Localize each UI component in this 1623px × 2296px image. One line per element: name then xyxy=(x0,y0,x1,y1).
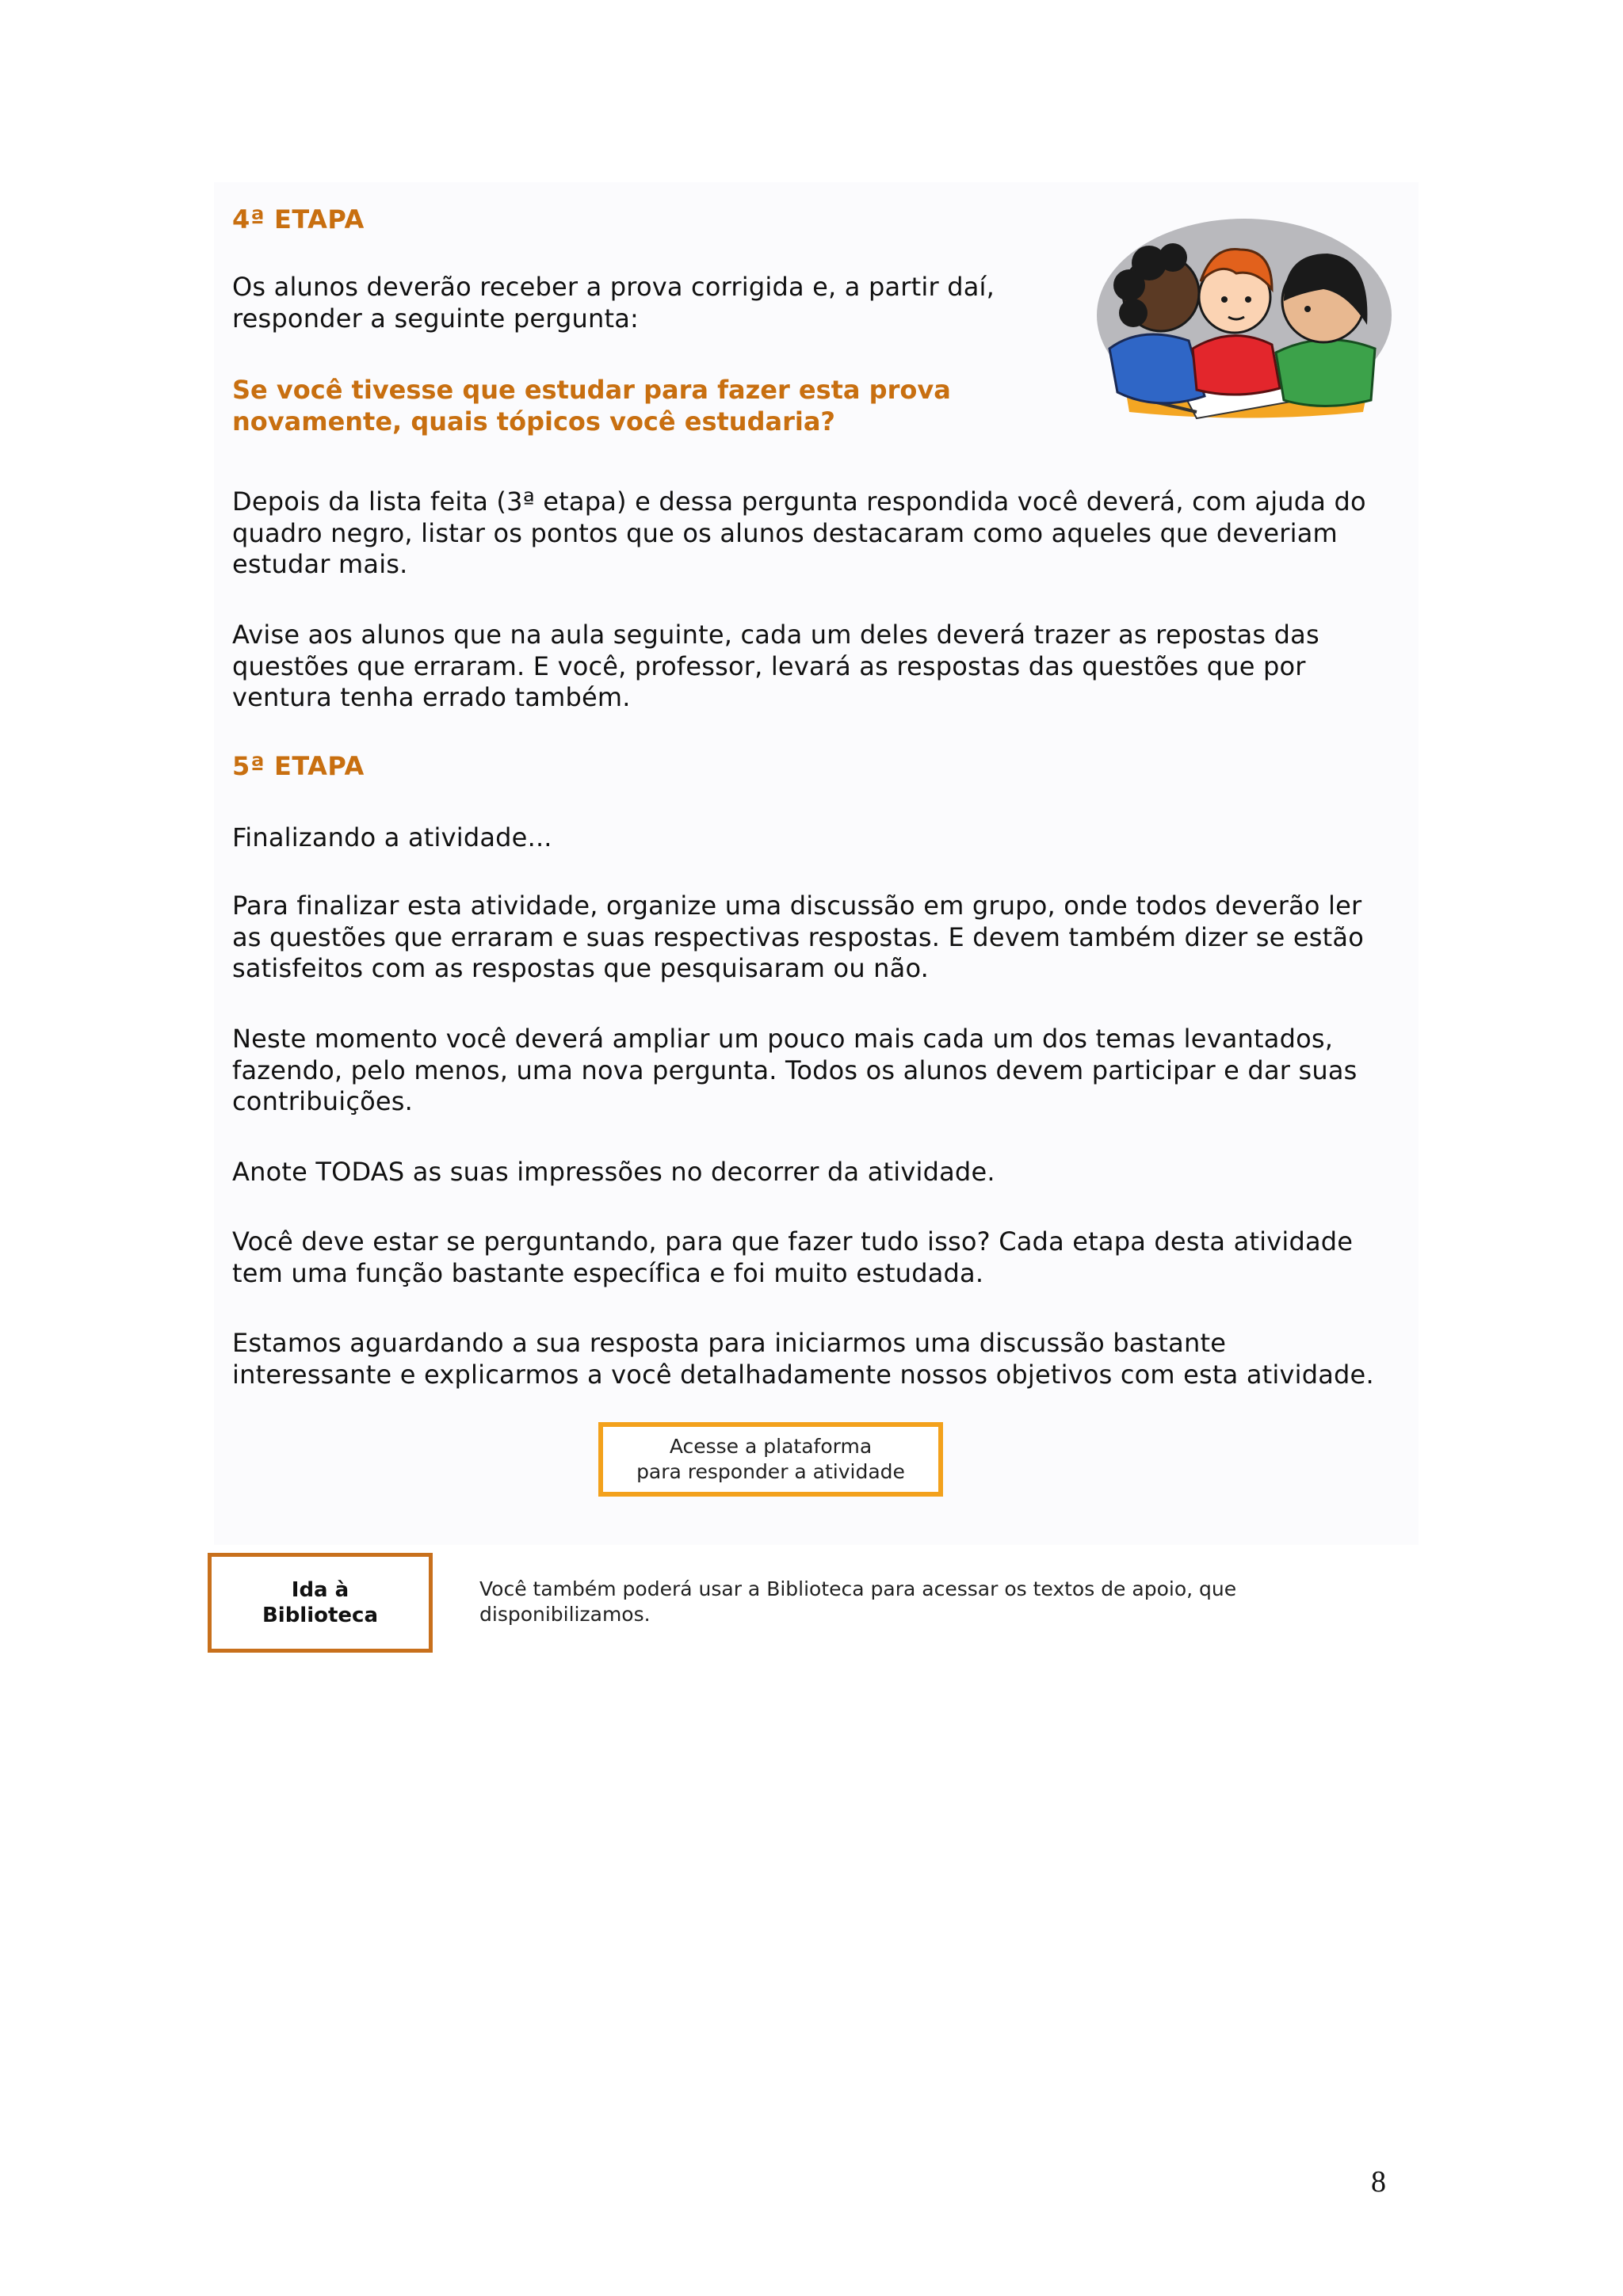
stage4-question: Se você tivesse que estudar para fazer esta prova novamente, quais tópicos você estudaria? xyxy=(232,375,951,437)
stage5-intro: Finalizando a atividade... xyxy=(232,822,552,852)
students-illustration xyxy=(1094,214,1395,428)
stage5-paragraph-4: Você deve estar se perguntando, para que fazer tudo isso? Cada etapa desta atividade tem uma função bastante específica e foi muito estudada. xyxy=(232,1226,1354,1288)
stage4-paragraph-2: Avise aos alunos que na aula seguinte, cada um deles deverá trazer as repostas das questões que erraram. E você, professor, levará as respostas das questões que por ventura tenha errado também. xyxy=(232,620,1319,712)
stage5-paragraph-1: Para finalizar esta atividade, organize uma discussão em grupo, onde todos deverão ler as questões que erraram e suas respectivas respostas. E devem também dizer se estão satisfeitos com as respostas que pesquisaram ou não. xyxy=(232,891,1364,983)
library-button[interactable]: Ida à Biblioteca xyxy=(208,1553,433,1653)
stage4-intro: Os alunos deverão receber a prova corrigida e, a partir daí, responder a seguinte pergunta: xyxy=(232,272,995,334)
page-number: 8 xyxy=(1371,2165,1386,2199)
stage5-heading: 5ª ETAPA xyxy=(232,751,365,781)
stage5-paragraph-5: Estamos aguardando a sua resposta para iniciarmos uma discussão bastante interessante e explicarmos a você detalhadamente nossos objetivos com esta atividade. xyxy=(232,1328,1374,1390)
stage4-heading: 4ª ETAPA xyxy=(232,204,365,235)
library-note: Você também poderá usar a Biblioteca para acessar os textos de apoio, que disponibilizamos. xyxy=(479,1577,1237,1626)
access-platform-button[interactable]: Acesse a plataforma para responder a atividade xyxy=(598,1422,943,1497)
stage5-paragraph-2: Neste momento você deverá ampliar um pouco mais cada um dos temas levantados, fazendo, pelo menos, uma nova pergunta. Todos os alunos devem participar e dar suas contribuições. xyxy=(232,1024,1358,1116)
stage4-paragraph-1: Depois da lista feita (3ª etapa) e dessa pergunta respondida você deverá, com ajuda do quadro negro, listar os pontos que os alunos destacaram como aqueles que deveriam estudar mais. xyxy=(232,486,1366,579)
stage5-paragraph-3: Anote TODAS as suas impressões no decorrer da atividade. xyxy=(232,1157,995,1187)
